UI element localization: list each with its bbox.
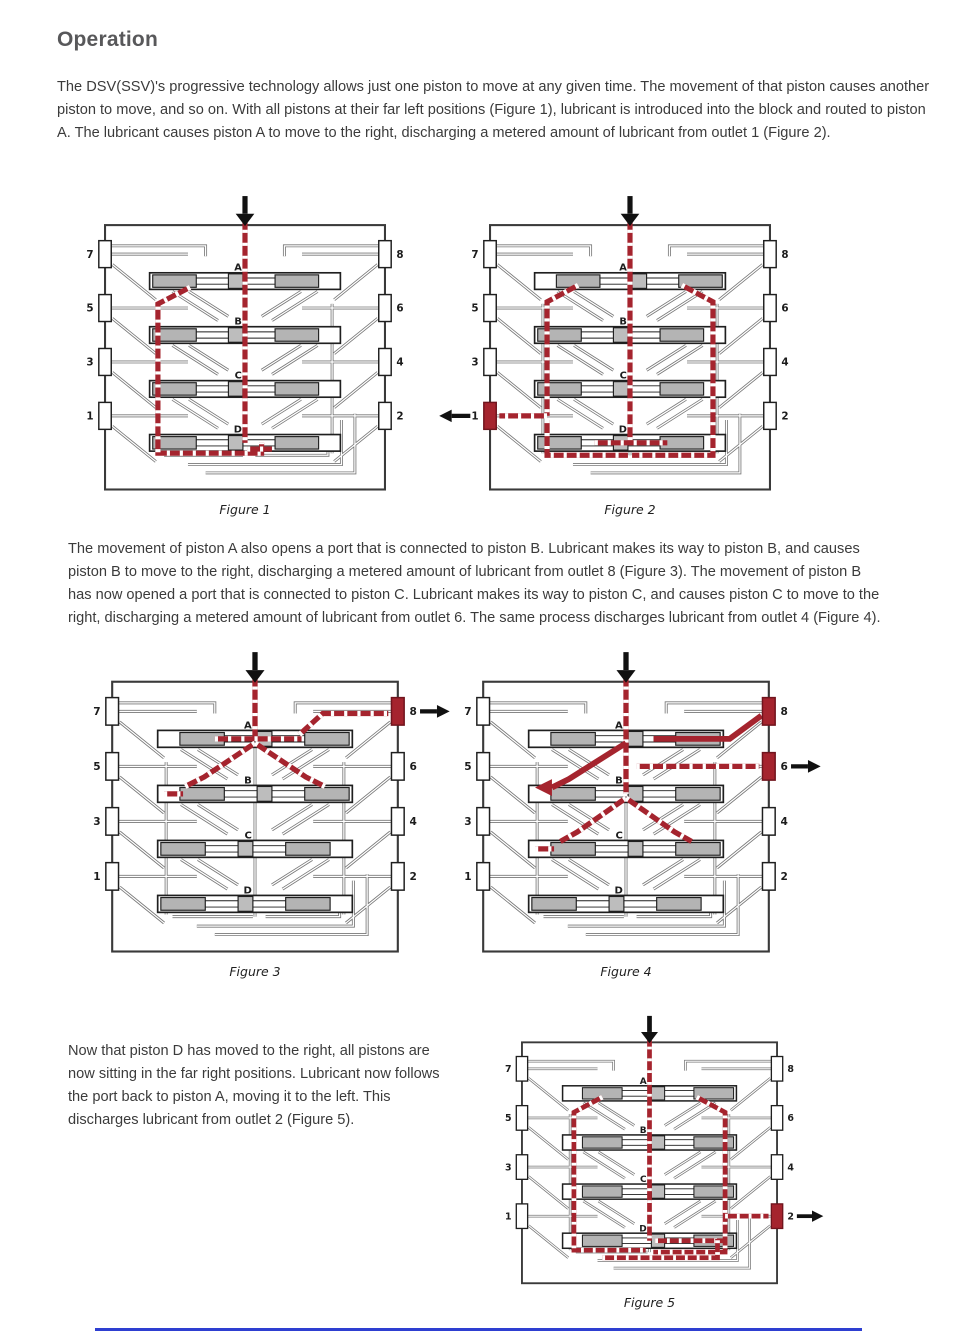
svg-text:8: 8 [396, 248, 404, 261]
figure-3 [54, 650, 456, 979]
figure-4 [425, 650, 827, 979]
svg-text:1: 1 [504, 1211, 512, 1223]
svg-text:1: 1 [464, 871, 472, 884]
svg-text:2: 2 [409, 871, 417, 884]
figure-1-canvas [48, 194, 442, 500]
svg-text:A: A [639, 1076, 647, 1087]
paragraph-1: The DSV(SSV)'s progressive technology allows just one piston to move at any given time. The movement of that piston causes another piston to move, and so on. With all pistons at their far left positions (Figure 1), lubricant is introduced into the block and routed to piston A. The lubricant causes piston A to move to the right, discharging a metered amount of lubricant from outlet 1 (Figure 2). [57, 79, 930, 141]
figure-2-canvas [433, 194, 827, 500]
svg-text:1: 1 [471, 410, 479, 423]
svg-text:3: 3 [93, 816, 101, 829]
svg-text:3: 3 [464, 816, 472, 829]
svg-text:3: 3 [504, 1162, 512, 1174]
svg-text:D: D [639, 1224, 647, 1235]
svg-text:6: 6 [780, 761, 788, 774]
svg-text:2: 2 [781, 410, 789, 423]
svg-text:8: 8 [409, 706, 417, 719]
svg-text:A: A [234, 262, 242, 274]
svg-text:D: D [243, 885, 252, 897]
svg-text:4: 4 [396, 356, 404, 369]
figure-1 [48, 194, 442, 517]
svg-text:6: 6 [787, 1113, 795, 1125]
figure-2 [433, 194, 827, 517]
svg-text:3: 3 [86, 356, 94, 369]
svg-text:A: A [615, 720, 623, 732]
svg-text:4: 4 [409, 816, 417, 829]
svg-text:8: 8 [787, 1064, 795, 1076]
svg-text:7: 7 [93, 706, 101, 719]
svg-text:4: 4 [781, 356, 789, 369]
svg-text:7: 7 [504, 1064, 512, 1076]
svg-text:2: 2 [396, 410, 404, 423]
figure-5-caption: Figure 5 [623, 1294, 676, 1310]
paragraph-3: Now that piston D has moved to the right, all pistons are now sitting in the far right positions. Lubricant now follows the port back to piston A, moving it to the left. This discharges lubricant from outlet 2 (Figure 5). [68, 1043, 440, 1128]
svg-text:B: B [615, 775, 623, 787]
svg-text:C: C [640, 1175, 647, 1186]
svg-text:5: 5 [464, 761, 472, 774]
bottom-divider [95, 1328, 862, 1331]
svg-text:6: 6 [781, 302, 789, 315]
figure-1-caption: Figure 1 [219, 501, 271, 517]
svg-text:D: D [618, 424, 627, 436]
svg-text:1: 1 [86, 410, 94, 423]
svg-text:C: C [244, 830, 252, 842]
svg-text:A: A [244, 720, 252, 732]
figure-4-caption: Figure 4 [600, 964, 652, 980]
svg-text:3: 3 [471, 356, 479, 369]
svg-text:A: A [619, 262, 627, 274]
figure-3-canvas [54, 650, 456, 962]
svg-text:7: 7 [86, 248, 94, 261]
svg-text:5: 5 [471, 302, 479, 315]
svg-text:7: 7 [464, 706, 472, 719]
paragraph-2: The movement of piston A also opens a port that is connected to piston B. Lubricant makes its way to piston B, and causes piston B to move to the right, discharging a metered amount of lubricant from outlet 8 (Figure 3). The movement of piston B has now opened a port that is connected to piston C. Lubricant makes its way to piston C, and causes piston C to move to the right, discharging a metered amount of lubricant from outlet 6. The same process discharges lubricant from outlet 4 (Figure 4). [68, 541, 881, 626]
svg-text:5: 5 [86, 302, 94, 315]
svg-text:4: 4 [780, 816, 788, 829]
svg-text:2: 2 [780, 871, 788, 884]
svg-text:4: 4 [787, 1162, 795, 1174]
svg-text:5: 5 [504, 1113, 512, 1125]
figure-5 [470, 1014, 829, 1310]
svg-text:2: 2 [787, 1211, 795, 1223]
figure-5-canvas [470, 1014, 829, 1293]
svg-text:8: 8 [780, 706, 788, 719]
svg-text:C: C [615, 830, 623, 842]
figure-4-canvas [425, 650, 827, 962]
svg-text:6: 6 [396, 302, 404, 315]
svg-text:B: B [244, 775, 252, 787]
svg-text:5: 5 [93, 761, 101, 774]
svg-text:C: C [234, 370, 242, 382]
figure-3-caption: Figure 3 [229, 964, 281, 980]
svg-text:D: D [614, 885, 623, 897]
svg-text:1: 1 [93, 871, 101, 884]
svg-text:6: 6 [409, 761, 417, 774]
svg-text:8: 8 [781, 248, 789, 261]
svg-text:B: B [619, 316, 627, 328]
svg-text:C: C [619, 370, 627, 382]
page-title: Operation [57, 28, 158, 51]
svg-text:7: 7 [471, 248, 479, 261]
svg-text:D: D [233, 424, 242, 436]
svg-text:B: B [639, 1126, 647, 1137]
svg-text:B: B [234, 316, 242, 328]
figure-2-caption: Figure 2 [604, 501, 656, 517]
